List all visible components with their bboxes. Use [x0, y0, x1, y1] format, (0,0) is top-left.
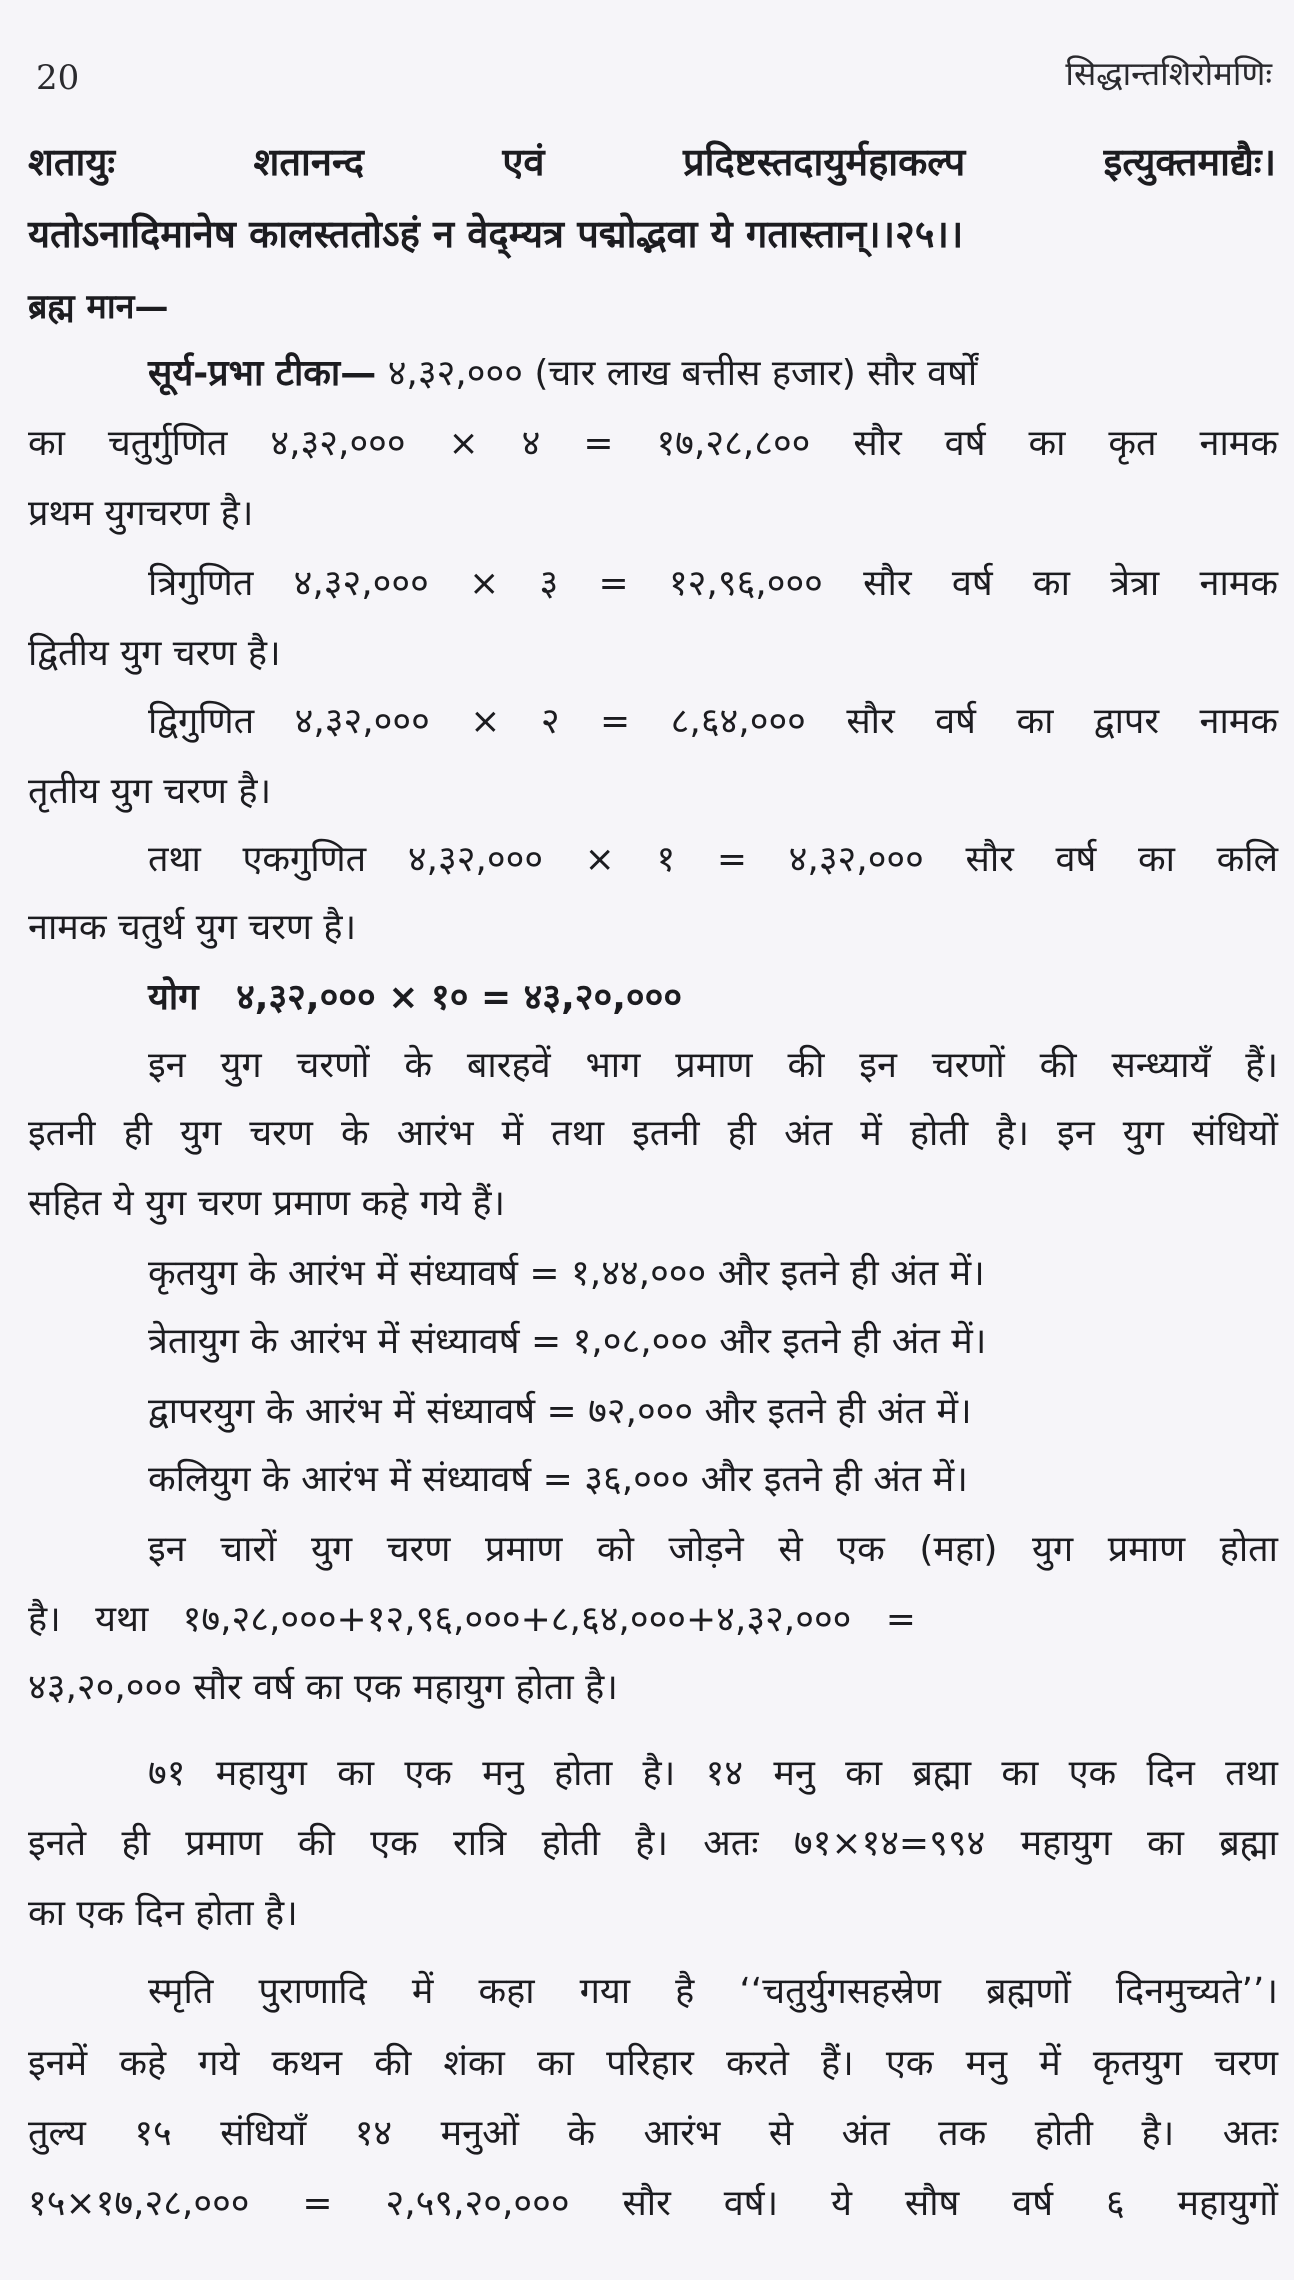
commentary-text-1: ४,३२,००० (चार लाख बत्तीस हजार) सौर वर्षों [387, 353, 978, 394]
commentary-line-8: तथा एकगुणित ४,३२,००० × १ = ४,३२,००० सौर वर्ष का कलि [148, 839, 1278, 880]
commentary-line-11: इन युग चरणों के बारहवें भाग प्रमाण की इन चरणों की सन्ध्यायँ हैं। [148, 1045, 1278, 1086]
commentary-line-2: का चतुर्गुणित ४,३२,००० × ४ = १७,२८,८०० सौर वर्ष का कृत नामक [28, 423, 1278, 464]
commentary-line-17: कलियुग के आरंभ में संध्यावर्ष = ३६,००० और इतने ही अंत में। [148, 1459, 968, 1500]
commentary-line-22: इनते ही प्रमाण की एक रात्रि होती है। अतः ७१×१४=९९४ महायुग का ब्रह्मा [28, 1823, 1278, 1864]
commentary-line-26: तुल्य १५ संधियाँ १४ मनुओं के आरंभ से अंत तक होती है। अतः [28, 2113, 1278, 2154]
commentary-line-21: ७१ महायुग का एक मनु होता है। १४ मनु का ब्रह्मा का एक दिन तथा [148, 1753, 1278, 1794]
commentary-total: योग ४,३२,००० × १० = ४३,२०,००० [148, 977, 683, 1018]
page-number: 20 [36, 58, 80, 98]
commentary-line-18: इन चारों युग चरण प्रमाण को जोड़ने से एक (महा) युग प्रमाण होता [148, 1529, 1278, 1570]
commentary-line-1 [148, 353, 1278, 394]
commentary-line-7: तृतीय युग चरण है। [28, 771, 272, 812]
commentary-line-25: इनमें कहे गये कथन की शंका का परिहार करते हैं। एक मनु में कृतयुग चरण [28, 2043, 1278, 2084]
verse-line-1: शतायुः शतानन्द एवं प्रदिष्टस्तदायुर्महाकल्प इत्युक्तमाद्यैः। [28, 140, 1276, 184]
commentary-line-20: ४३,२०,००० सौर वर्ष का एक महायुग होता है। [28, 1667, 618, 1708]
running-title: सिद्धान्तशिरोमणिः [1065, 54, 1272, 93]
commentary-line-5: द्वितीय युग चरण है। [28, 633, 281, 674]
commentary-line-3: प्रथम युगचरण है। [28, 493, 254, 534]
commentary-line-16: द्वापरयुग के आरंभ में संध्यावर्ष = ७२,००० और इतने ही अंत में। [148, 1391, 972, 1432]
verse-line-2: यतोऽनादिमानेष कालस्ततोऽहं न वेद्म्यत्र पद्मोद्भवा ये गतास्तान्।।२५।। [28, 212, 964, 256]
commentary-line-15: त्रेतायुग के आरंभ में संध्यावर्ष = १,०८,००० और इतने ही अंत में। [148, 1321, 987, 1362]
commentary-line-9: नामक चतुर्थ युग चरण है। [28, 907, 357, 948]
commentary-line-4: त्रिगुणित ४,३२,००० × ३ = १२,९६,००० सौर वर्ष का त्रेत्रा नामक [148, 563, 1278, 604]
commentary-line-23: का एक दिन होता है। [28, 1893, 298, 1934]
commentary-line-27: १५×१७,२८,००० = २,५९,२०,००० सौर वर्ष। ये सौष वर्ष ६ महायुगों [28, 2183, 1278, 2224]
section-heading: ब्रह्म मान— [28, 287, 169, 327]
commentary-line-24: स्मृति पुराणादि में कहा गया है ‘‘चतुर्युगसहस्रेण ब्रह्मणों दिनमुच्यते’’। [148, 1971, 1278, 2012]
commentary-line-6: द्विगुणित ४,३२,००० × २ = ८,६४,००० सौर वर्ष का द्वापर नामक [148, 701, 1278, 742]
commentary-title: सूर्य-प्रभा टीका— [148, 353, 377, 394]
commentary-line-14: कृतयुग के आरंभ में संध्यावर्ष = १,४४,००० और इतने ही अंत में। [148, 1253, 985, 1294]
commentary-line-13: सहित ये युग चरण प्रमाण कहे गये हैं। [28, 1183, 506, 1224]
commentary-line-19: है। यथा १७,२८,०००+१२,९६,०००+८,६४,०००+४,३२,००० = [28, 1599, 916, 1640]
sanskrit-verse [28, 126, 1276, 270]
commentary-line-12: इतनी ही युग चरण के आरंभ में तथा इतनी ही अंत में होती है। इन युग संधियों [28, 1113, 1278, 1154]
